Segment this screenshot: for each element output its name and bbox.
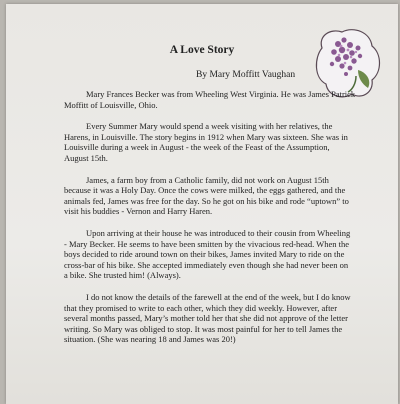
page-title: A Love Story: [169, 44, 235, 56]
paragraph: Mary Frances Becker was from Wheeling West Virginia. He was James Patrick Moffitt of Louisville, Ohio.: [64, 89, 356, 110]
paragraph: I do not know the details of the farewell at the end of the week, but I do know that they promised to write to each other, which they did weekly. However, after several months passed, Mary’s mother told her that she did not approve of the letter writing. So Mary was obliged to stop. It was most painful for her to tell James the situation. (She was nearing 18 and James was 20!): [64, 291, 351, 345]
author-byline: By Mary Moffitt Vaughan: [196, 70, 296, 80]
paragraph: James, a farm boy from a Catholic family, did not work on August 15th because it was a Holy Day. Once the cows were milked, the eggs gathered, and the animals fed, James was free for the day. So he got on his bike and rode “uptown” to visit his buddies - Vernon and Harry Haren.: [64, 174, 349, 217]
paragraph: Upon arriving at their house he was introduced to their cousin from Wheeling - Mary Becker. He seems to have been smitten by the vivacious red-head. When the boys decided to ride around town on their bikes, James invited Mary to ride on the cross-bar of his bike. She accepted immediately even though she had never been on a bike. She trusted him! (Always).: [64, 227, 351, 281]
paragraph: Every Summer Mary would spend a week visiting with her relatives, the Harens, in Louisville. The story begins in 1912 when Mary was sixteen. She was in Louisville during a week in August - the week of the Feast of the Assumption, August 15th.: [64, 121, 348, 163]
document-page: [6, 4, 398, 404]
story-body: [64, 89, 354, 356]
